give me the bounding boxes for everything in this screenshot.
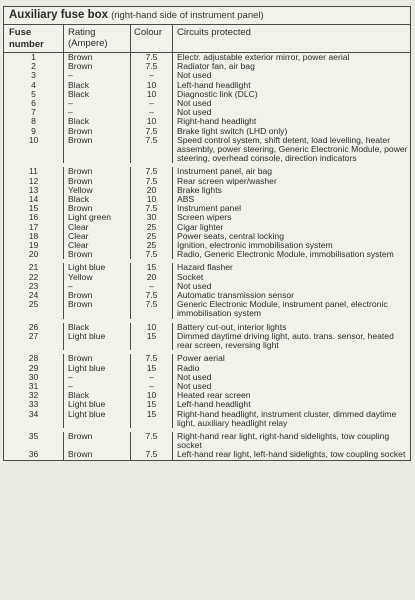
fuse-number-cell: 31 xyxy=(4,382,64,391)
fuse-number-cell: 12 xyxy=(4,177,64,186)
rating-cell: Light blue xyxy=(64,410,131,428)
colour-cell: 7.5 xyxy=(131,62,173,71)
colour-cell: 25 xyxy=(131,232,173,241)
rating-cell: Brown xyxy=(64,354,131,363)
fuse-number-cell: 13 xyxy=(4,186,64,195)
circuits-cell: Battery cut-out, interior lights xyxy=(177,321,287,332)
circuits-cell: Radio, Generic Electronic Module, immobilisation system xyxy=(177,249,394,260)
circuits-cell: Not used xyxy=(177,380,212,391)
fuse-number-cell: 32 xyxy=(4,391,64,400)
rating-cell: Yellow xyxy=(64,186,131,195)
circuits-cell: Diagnostic link (DLC) xyxy=(177,88,258,99)
circuits-cell: Left-hand headlight xyxy=(177,79,251,90)
fuse-number-cell: 22 xyxy=(4,273,64,282)
circuits-cell: Cigar lighter xyxy=(177,221,224,232)
table-row xyxy=(4,354,410,363)
fuse-number-cell: 10 xyxy=(4,136,64,164)
colour-cell: 30 xyxy=(131,213,173,222)
rating-cell: Black xyxy=(64,391,131,400)
colour-cell: 15 xyxy=(131,364,173,373)
circuits-cell: Left-hand rear light, left-hand sidelights, tow coupling socket xyxy=(177,449,406,460)
colour-cell: – xyxy=(131,108,173,117)
colour-cell: 20 xyxy=(131,186,173,195)
colour-cell: 10 xyxy=(131,195,173,204)
circuits-cell: Hazard flasher xyxy=(177,262,233,273)
fuse-number-cell: 16 xyxy=(4,213,64,222)
rating-cell: – xyxy=(64,108,131,117)
table-header xyxy=(4,25,410,53)
rating-cell: – xyxy=(64,382,131,391)
rating-cell: – xyxy=(64,373,131,382)
fuse-number-cell: 26 xyxy=(4,323,64,332)
colour-cell: 7.5 xyxy=(131,136,173,164)
colour-cell: 10 xyxy=(131,90,173,99)
rating-cell: Clear xyxy=(64,232,131,241)
header-circuits: Circuits protected xyxy=(177,27,251,38)
fuse-number-cell: 3 xyxy=(4,71,64,80)
colour-cell: 15 xyxy=(131,400,173,409)
fuse-number-cell: 30 xyxy=(4,373,64,382)
fuse-number-cell: 1 xyxy=(4,53,64,62)
colour-cell: 25 xyxy=(131,241,173,250)
fuse-number-cell: 36 xyxy=(4,450,64,459)
rating-cell: Light blue xyxy=(64,263,131,272)
colour-cell: 15 xyxy=(131,410,173,428)
fuse-number-cell: 6 xyxy=(4,99,64,108)
colour-cell: 7.5 xyxy=(131,167,173,176)
circuits-cell: Right-hand headlight xyxy=(177,116,257,127)
fuse-number-cell: 35 xyxy=(4,432,64,450)
colour-cell: 10 xyxy=(131,81,173,90)
rating-cell: – xyxy=(64,99,131,108)
circuits-cell: Ignition, electronic immobilisation system xyxy=(177,240,333,251)
rating-cell: Brown xyxy=(64,53,131,62)
colour-cell: 10 xyxy=(131,117,173,126)
colour-cell: 7.5 xyxy=(131,127,173,136)
table-body xyxy=(4,53,410,460)
table-row xyxy=(4,136,410,164)
colour-cell: – xyxy=(131,71,173,80)
colour-cell: 7.5 xyxy=(131,177,173,186)
rating-cell: Brown xyxy=(64,291,131,300)
circuits-cell: Speed control system, shift detent, load levelling, heater assembly, power steering, Generic Electronic Module, power steering, overhead console, direction indicators xyxy=(177,134,408,164)
table-row xyxy=(4,410,410,428)
circuits-cell: Heated rear screen xyxy=(177,390,251,401)
table-subtitle: (right-hand side of instrument panel) xyxy=(111,10,264,21)
rating-cell: Brown xyxy=(64,300,131,318)
table-row xyxy=(4,432,410,450)
fuse-number-cell: 34 xyxy=(4,410,64,428)
colour-cell: 15 xyxy=(131,263,173,272)
rating-cell: Black xyxy=(64,81,131,90)
colour-cell: 7.5 xyxy=(131,204,173,213)
colour-cell: 7.5 xyxy=(131,300,173,318)
circuits-cell: Rear screen wiper/washer xyxy=(177,175,277,186)
header-rating: Rating (Ampere) xyxy=(64,25,131,52)
circuits-cell: Power seats, central locking xyxy=(177,230,284,241)
rating-cell: Brown xyxy=(64,127,131,136)
circuits-cell: Generic Electronic Module, instrument panel, electronic immobilisation system xyxy=(177,299,388,319)
rating-cell: Clear xyxy=(64,223,131,232)
table-row xyxy=(4,263,410,272)
fuse-number-cell: 14 xyxy=(4,195,64,204)
fuse-number-cell: 27 xyxy=(4,332,64,350)
rating-cell: – xyxy=(64,71,131,80)
rating-cell: – xyxy=(64,282,131,291)
fuse-number-cell: 2 xyxy=(4,62,64,71)
colour-cell: – xyxy=(131,282,173,291)
rating-cell: Brown xyxy=(64,136,131,164)
circuits-cell: Brake light switch (LHD only) xyxy=(177,125,288,136)
circuits-cell: Not used xyxy=(177,280,212,291)
table-title-bar xyxy=(4,7,410,25)
circuits-cell: Not used xyxy=(177,371,212,382)
rating-cell: Brown xyxy=(64,432,131,450)
fuse-table xyxy=(3,6,411,461)
circuits-cell: Right-hand rear light, right-hand sidelights, tow coupling socket xyxy=(177,430,390,451)
circuits-cell: Right-hand headlight, instrument cluster, dimmed daytime light, auxiliary headlight relay xyxy=(177,408,397,428)
table-row xyxy=(4,332,410,350)
rating-cell: Light blue xyxy=(64,364,131,373)
circuits-cell: Instrument panel, air bag xyxy=(177,166,273,177)
colour-cell: 7.5 xyxy=(131,354,173,363)
header-colour: Colour xyxy=(131,25,173,52)
circuits-cell: Radio xyxy=(177,362,200,373)
circuits-cell: Automatic transmission sensor xyxy=(177,290,295,301)
table-row xyxy=(4,250,410,259)
rating-cell: Yellow xyxy=(64,273,131,282)
colour-cell: – xyxy=(131,373,173,382)
circuits-cell: Power aerial xyxy=(177,353,225,364)
fuse-number-cell: 25 xyxy=(4,300,64,318)
rating-cell: Clear xyxy=(64,241,131,250)
table-title: Auxiliary fuse box xyxy=(9,9,109,21)
fuse-number-cell: 7 xyxy=(4,108,64,117)
fuse-number-cell: 33 xyxy=(4,400,64,409)
circuits-cell: ABS xyxy=(177,194,195,205)
fuse-number-cell: 21 xyxy=(4,263,64,272)
table-row xyxy=(4,450,410,459)
circuits-cell: Dimmed daytime driving light, auto. trans. sensor, heated rear screen, reversing light xyxy=(177,330,394,351)
circuits-cell: Not used xyxy=(177,107,212,118)
fuse-number-cell: 4 xyxy=(4,81,64,90)
fuse-number-cell: 5 xyxy=(4,90,64,99)
fuse-number-cell: 19 xyxy=(4,241,64,250)
colour-cell: 7.5 xyxy=(131,250,173,259)
colour-cell: 7.5 xyxy=(131,450,173,459)
colour-cell: 10 xyxy=(131,391,173,400)
circuits-cell: Brake lights xyxy=(177,184,222,195)
fuse-number-cell: 17 xyxy=(4,223,64,232)
rating-cell: Light green xyxy=(64,213,131,222)
rating-cell: Brown xyxy=(64,450,131,459)
colour-cell: – xyxy=(131,99,173,108)
table-row xyxy=(4,186,410,195)
fuse-number-cell: 9 xyxy=(4,127,64,136)
rating-cell: Light blue xyxy=(64,400,131,409)
fuse-number-cell: 8 xyxy=(4,117,64,126)
table-row xyxy=(4,300,410,318)
fuse-number-cell: 28 xyxy=(4,354,64,363)
fuse-number-cell: 11 xyxy=(4,167,64,176)
rating-cell: Black xyxy=(64,117,131,126)
circuits-cell: Instrument panel xyxy=(177,203,242,214)
colour-cell: 15 xyxy=(131,332,173,350)
rating-cell: Black xyxy=(64,323,131,332)
circuits-cell: Electr. adjustable exterior mirror, power aerial xyxy=(177,52,350,62)
colour-cell: 25 xyxy=(131,223,173,232)
colour-cell: 20 xyxy=(131,273,173,282)
header-fuse-number: Fuse number xyxy=(4,25,64,52)
circuits-cell: Not used xyxy=(177,70,212,81)
circuits-cell: Socket xyxy=(177,271,204,282)
rating-cell: Brown xyxy=(64,62,131,71)
circuits-cell: Left-hand headlight xyxy=(177,399,251,410)
colour-cell: 7.5 xyxy=(131,53,173,62)
fuse-number-cell: 18 xyxy=(4,232,64,241)
rating-cell: Black xyxy=(64,195,131,204)
rating-cell: Brown xyxy=(64,204,131,213)
circuits-cell: Not used xyxy=(177,98,212,109)
rating-cell: Light blue xyxy=(64,332,131,350)
fuse-number-cell: 29 xyxy=(4,364,64,373)
circuits-cell: Screen wipers xyxy=(177,212,232,223)
circuits-cell: Radiator fan, air bag xyxy=(177,61,255,72)
fuse-number-cell: 24 xyxy=(4,291,64,300)
rating-cell: Brown xyxy=(64,177,131,186)
fuse-number-cell: 15 xyxy=(4,204,64,213)
rating-cell: Brown xyxy=(64,250,131,259)
colour-cell: 10 xyxy=(131,323,173,332)
colour-cell: 7.5 xyxy=(131,291,173,300)
rating-cell: Brown xyxy=(64,167,131,176)
colour-cell: – xyxy=(131,382,173,391)
colour-cell: 7.5 xyxy=(131,432,173,450)
fuse-number-cell: 23 xyxy=(4,282,64,291)
fuse-number-cell: 20 xyxy=(4,250,64,259)
rating-cell: Black xyxy=(64,90,131,99)
